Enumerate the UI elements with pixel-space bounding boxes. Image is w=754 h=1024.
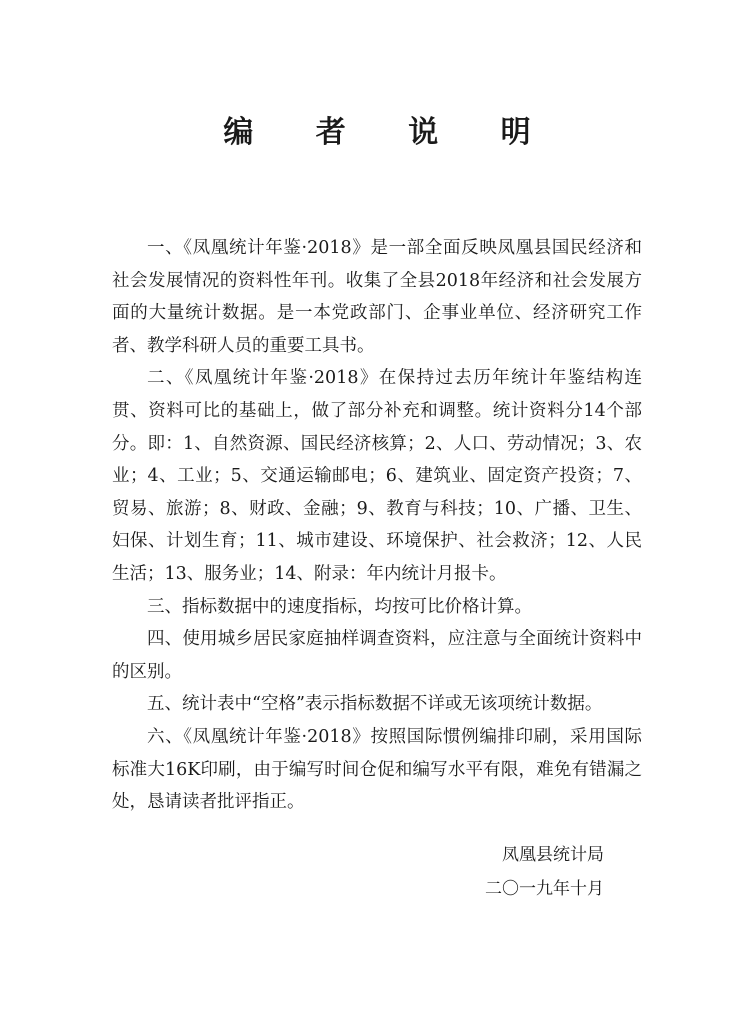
paragraph-2: 二、《凤凰统计年鉴·2018》在保持过去历年统计年鉴结构连贯、资料可比的基础上，做了部分补充和调整。统计资料分14个部分。即：1、自然资源、国民经济核算；2、人口、劳动情况；3、农业；4、工业；5、交通运输邮电；6、建筑业、固定资产投资；7、贸易、旅游；8、财政、金融；9、教育与科技；10、广播、卫生、妇保、计划生育；11、城市建设、环境保护、社会救济；12、人民生活；13、服务业；14、附录：年内统计月报卡。 bbox=[112, 368, 642, 584]
paragraph-3: 三、指标数据中的速度指标，均按可比价格计算。 bbox=[147, 596, 532, 617]
signature-date: 二〇一九年十月 bbox=[485, 879, 604, 899]
paragraph-1: 一、《凤凰统计年鉴·2018》是一部全面反映凤凰县国民经济和社会发展情况的资料性年刊。收集了全县2018年经济和社会发展方面的大量统计数据。是一本党政部门、企事业单位、经济研究工作者、教学科研人员的重要工具书。 bbox=[112, 238, 642, 356]
signature-organization: 凤凰县统计局 bbox=[502, 845, 604, 865]
page-title: 编 者 说 明 bbox=[223, 115, 557, 150]
paragraph-5: 五、统计表中“空格”表示指标数据不详或无该项统计数据。 bbox=[147, 694, 603, 715]
paragraph-6: 六、《凤凰统计年鉴·2018》按照国际惯例编排印刷，采用国际标准大16K印刷，由于编写时间仓促和编写水平有限，难免有错漏之处，恳请读者批评指正。 bbox=[112, 726, 642, 813]
document-body bbox=[112, 232, 642, 819]
signature-block bbox=[485, 838, 604, 906]
paragraph-4: 四、使用城乡居民家庭抽样调查资料，应注意与全面统计资料中的区别。 bbox=[112, 629, 642, 682]
